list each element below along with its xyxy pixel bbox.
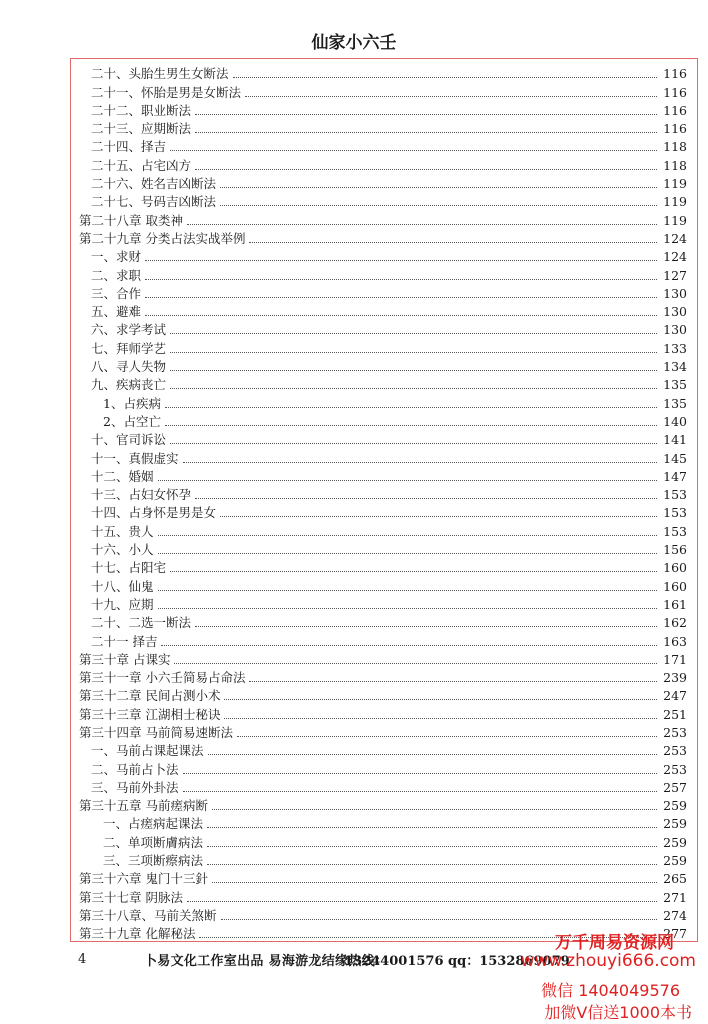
- toc-entry[interactable]: [79, 575, 687, 593]
- dot-leader: [183, 462, 657, 463]
- toc-entry-page: 133: [663, 340, 687, 356]
- toc-entry[interactable]: [79, 191, 687, 209]
- toc-entry[interactable]: [79, 667, 687, 685]
- toc-entry-page: 251: [663, 706, 687, 722]
- toc-entry[interactable]: [79, 649, 687, 667]
- toc-entry-label: 二十三、应期断法: [91, 121, 192, 137]
- watermark-wechat: 微信 1404049576: [541, 981, 680, 1000]
- dot-leader: [195, 114, 657, 115]
- toc-entry-page: 145: [663, 450, 687, 466]
- toc-entry-page: 119: [663, 194, 687, 210]
- toc-entry-page: 253: [663, 724, 687, 740]
- toc-entry-page: 119: [663, 176, 687, 192]
- toc-entry[interactable]: [79, 118, 687, 136]
- toc-entry-page: 130: [663, 322, 687, 338]
- toc-entry[interactable]: [79, 703, 687, 721]
- toc-entry-label: 第三十五章 马前瘥病断: [79, 798, 208, 814]
- toc-entry-page: 141: [663, 432, 687, 448]
- dot-leader: [183, 791, 657, 792]
- toc-entry-label: 二十七、号码吉凶断法: [91, 194, 217, 210]
- dot-leader: [158, 590, 657, 591]
- dot-leader: [158, 480, 657, 481]
- toc-entry-page: 259: [663, 816, 687, 832]
- dot-leader: [187, 901, 657, 902]
- toc-entry[interactable]: [79, 411, 687, 429]
- dot-leader: [170, 388, 657, 389]
- toc-entry-page: 135: [663, 395, 687, 411]
- toc-entry[interactable]: [79, 429, 687, 447]
- toc-entry-page: 259: [663, 853, 687, 869]
- toc-entry[interactable]: [79, 136, 687, 154]
- toc-entry-label: 二十、头胎生男生女断法: [91, 66, 229, 82]
- toc-entry-label: 二十一、怀胎是男是女断法: [91, 84, 242, 100]
- toc-entry-label: 第三十二章 民间占测小术: [79, 688, 221, 704]
- dot-leader: [170, 571, 657, 572]
- toc-entry-page: 118: [663, 157, 687, 173]
- toc-entry[interactable]: [79, 246, 687, 264]
- toc-entry[interactable]: [79, 886, 687, 904]
- toc-entry-page: 153: [663, 487, 687, 503]
- watermark-promo: 加微V信送1000本书: [544, 1003, 692, 1022]
- dot-leader: [145, 315, 657, 316]
- toc-entry-label: 一、占瘥病起课法: [103, 816, 204, 832]
- dot-leader: [158, 553, 657, 554]
- toc-entry-label: 十九、应期: [91, 596, 154, 612]
- dot-leader: [170, 352, 657, 353]
- toc-entry[interactable]: [79, 850, 687, 868]
- dot-leader: [207, 846, 657, 847]
- toc-entry-page: 163: [663, 633, 687, 649]
- toc-frame: [70, 58, 698, 942]
- dot-leader: [207, 827, 657, 828]
- dot-leader: [220, 187, 657, 188]
- dot-leader: [245, 96, 657, 97]
- toc-entry-page: 153: [663, 523, 687, 539]
- toc-entry-page: 162: [663, 615, 687, 631]
- toc-entry-label: 1、占疾病: [103, 395, 161, 411]
- toc-entry-label: 七、拜师学艺: [91, 340, 167, 356]
- toc-entry-label: 2、占空亡: [103, 413, 161, 429]
- toc-entry-label: 第二十九章 分类占法实战举例: [79, 230, 246, 246]
- toc-entry-label: 第三十六章 鬼门十三針: [79, 871, 208, 887]
- toc-entry-label: 十六、小人: [91, 542, 154, 558]
- dot-leader: [224, 718, 657, 719]
- dot-leader: [233, 77, 657, 78]
- dot-leader: [145, 279, 657, 280]
- toc-entry-page: 153: [663, 505, 687, 521]
- toc-entry-label: 第三十八章、马前关煞断: [79, 907, 217, 923]
- toc-entry-label: 十三、占妇女怀孕: [91, 487, 192, 503]
- watermark-url[interactable]: www.zhouyi666.com: [520, 951, 696, 971]
- toc-entry-label: 二十、二选一断法: [91, 615, 192, 631]
- toc-entry-page: 119: [663, 212, 687, 228]
- toc-entry-page: 171: [663, 651, 687, 667]
- dot-leader: [221, 919, 657, 920]
- toc-entry[interactable]: [79, 740, 687, 758]
- toc-entry[interactable]: [79, 594, 687, 612]
- toc-entry-label: 十、官司诉讼: [91, 432, 167, 448]
- dot-leader: [224, 699, 657, 700]
- toc-entry[interactable]: [79, 539, 687, 557]
- dot-leader: [158, 535, 657, 536]
- toc-entry-page: 274: [663, 907, 687, 923]
- toc-entry[interactable]: [79, 758, 687, 776]
- dot-leader: [195, 498, 657, 499]
- toc-entry-page: 257: [663, 779, 687, 795]
- dot-leader: [187, 224, 657, 225]
- toc-entry-label: 八、寻人失物: [91, 359, 167, 375]
- toc-entry[interactable]: [79, 301, 687, 319]
- toc-entry-page: 156: [663, 542, 687, 558]
- toc-entry-page: 135: [663, 377, 687, 393]
- toc-entry-page: 247: [663, 688, 687, 704]
- footer-page-number: 4: [78, 952, 87, 967]
- toc-entry-label: 十七、占阳宅: [91, 560, 167, 576]
- toc-entry-page: 130: [663, 304, 687, 320]
- toc-entry-label: 二、单项断膚病法: [103, 834, 204, 850]
- toc-entry-label: 三、马前外卦法: [91, 779, 179, 795]
- dot-leader: [220, 205, 657, 206]
- toc-entry-page: 116: [663, 66, 687, 82]
- toc-entry-label: 第三十九章 化解秘法: [79, 926, 196, 942]
- toc-list: [79, 63, 687, 941]
- dot-leader: [170, 443, 657, 444]
- toc-entry[interactable]: [79, 374, 687, 392]
- toc-entry-label: 第三十四章 马前简易速断法: [79, 724, 233, 740]
- toc-entry-label: 十八、仙鬼: [91, 578, 154, 594]
- toc-entry-page: 130: [663, 285, 687, 301]
- toc-entry-page: 259: [663, 798, 687, 814]
- toc-entry-label: 二十六、姓名吉凶断法: [91, 176, 217, 192]
- toc-entry-page: 253: [663, 761, 687, 777]
- toc-entry[interactable]: [79, 356, 687, 374]
- toc-entry[interactable]: [79, 557, 687, 575]
- dot-leader: [207, 864, 657, 865]
- dot-leader: [208, 754, 657, 755]
- toc-entry[interactable]: [79, 392, 687, 410]
- dot-leader: [161, 645, 657, 646]
- toc-entry-page: 140: [663, 413, 687, 429]
- footer-publisher: 卜易文化工作室出品 易海游龙结缘热线：: [144, 954, 389, 969]
- toc-entry-page: 116: [663, 102, 687, 118]
- toc-entry-label: 二十一 择吉: [91, 633, 158, 649]
- dot-leader: [170, 150, 657, 151]
- toc-entry-label: 第三十七章 阴脉法: [79, 889, 183, 905]
- dot-leader: [183, 773, 657, 774]
- toc-entry-label: 二十四、择吉: [91, 139, 167, 155]
- toc-entry[interactable]: [79, 337, 687, 355]
- toc-entry-label: 一、求财: [91, 249, 142, 265]
- toc-entry-page: 118: [663, 139, 687, 155]
- toc-entry-page: 147: [663, 468, 687, 484]
- dot-leader: [174, 663, 657, 664]
- toc-entry-page: 253: [663, 743, 687, 759]
- dot-leader: [195, 132, 657, 133]
- toc-entry-page: 124: [663, 249, 687, 265]
- dot-leader: [212, 809, 657, 810]
- toc-entry[interactable]: [79, 154, 687, 172]
- toc-entry-label: 二十二、职业断法: [91, 102, 192, 118]
- toc-entry-label: 十五、贵人: [91, 523, 154, 539]
- footer-hotline: 13244001576 qq：1532869079: [344, 954, 570, 969]
- toc-entry-page: 277: [663, 926, 687, 942]
- toc-entry[interactable]: [79, 264, 687, 282]
- toc-entry-label: 六、求学考试: [91, 322, 167, 338]
- toc-entry[interactable]: [79, 319, 687, 337]
- toc-entry-page: 160: [663, 560, 687, 576]
- dot-leader: [195, 169, 657, 170]
- dot-leader: [145, 260, 657, 261]
- toc-entry-page: 134: [663, 359, 687, 375]
- toc-entry-label: 第三十一章 小六壬简易占命法: [79, 670, 246, 686]
- dot-leader: [212, 882, 657, 883]
- toc-entry-label: 十二、婚姻: [91, 468, 154, 484]
- toc-entry[interactable]: [79, 228, 687, 246]
- toc-entry-label: 二十五、占宅凶方: [91, 157, 192, 173]
- toc-entry[interactable]: [79, 777, 687, 795]
- toc-entry-page: 265: [663, 871, 687, 887]
- toc-entry-label: 三、三项断瘵病法: [103, 853, 204, 869]
- toc-entry[interactable]: [79, 905, 687, 923]
- toc-entry-label: 二、求职: [91, 267, 142, 283]
- toc-entry-page: 116: [663, 84, 687, 100]
- toc-entry-label: 二、马前占卜法: [91, 761, 179, 777]
- toc-entry-label: 五、避难: [91, 304, 142, 320]
- toc-entry[interactable]: [79, 630, 687, 648]
- toc-entry[interactable]: [79, 795, 687, 813]
- dot-leader: [165, 425, 657, 426]
- toc-entry[interactable]: [79, 100, 687, 118]
- dot-leader: [158, 608, 657, 609]
- toc-entry[interactable]: [79, 612, 687, 630]
- toc-entry[interactable]: [79, 813, 687, 831]
- dot-leader: [195, 626, 657, 627]
- toc-entry[interactable]: [79, 209, 687, 227]
- toc-entry-label: 三、合作: [91, 285, 142, 301]
- toc-entry[interactable]: [79, 81, 687, 99]
- toc-entry[interactable]: [79, 831, 687, 849]
- toc-entry[interactable]: [79, 520, 687, 538]
- toc-entry-page: 161: [663, 596, 687, 612]
- toc-entry-page: 160: [663, 578, 687, 594]
- toc-entry[interactable]: [79, 685, 687, 703]
- toc-entry[interactable]: [79, 173, 687, 191]
- toc-entry-page: 116: [663, 121, 687, 137]
- toc-entry[interactable]: [79, 466, 687, 484]
- toc-entry-label: 一、马前占课起课法: [91, 743, 204, 759]
- dot-leader: [170, 370, 657, 371]
- toc-entry[interactable]: [79, 283, 687, 301]
- dot-leader: [145, 297, 657, 298]
- toc-entry-label: 九、疾病丧亡: [91, 377, 167, 393]
- toc-entry[interactable]: [79, 63, 687, 81]
- toc-entry-label: 十四、占身怀是男是女: [91, 505, 217, 521]
- watermark-site-name: 万千周易资源网: [555, 933, 674, 953]
- dot-leader: [165, 407, 657, 408]
- dot-leader: [237, 736, 657, 737]
- toc-entry-page: 259: [663, 834, 687, 850]
- toc-entry[interactable]: [79, 484, 687, 502]
- toc-entry[interactable]: [79, 447, 687, 465]
- dot-leader: [249, 681, 657, 682]
- toc-entry[interactable]: [79, 502, 687, 520]
- toc-entry-page: 271: [663, 889, 687, 905]
- dot-leader: [220, 516, 657, 517]
- page-title: 仙家小六壬: [311, 33, 397, 53]
- toc-entry[interactable]: [79, 868, 687, 886]
- toc-entry[interactable]: [79, 722, 687, 740]
- toc-entry-label: 第二十八章 取类神: [79, 212, 183, 228]
- toc-entry-page: 124: [663, 230, 687, 246]
- toc-entry-label: 十一、真假虚实: [91, 450, 179, 466]
- toc-entry-label: 第三十章 占课实: [79, 651, 171, 667]
- toc-entry-label: 第三十三章 江湖相士秘诀: [79, 706, 221, 722]
- dot-leader: [249, 242, 657, 243]
- toc-entry-page: 239: [663, 670, 687, 686]
- dot-leader: [170, 333, 657, 334]
- toc-entry-page: 127: [663, 267, 687, 283]
